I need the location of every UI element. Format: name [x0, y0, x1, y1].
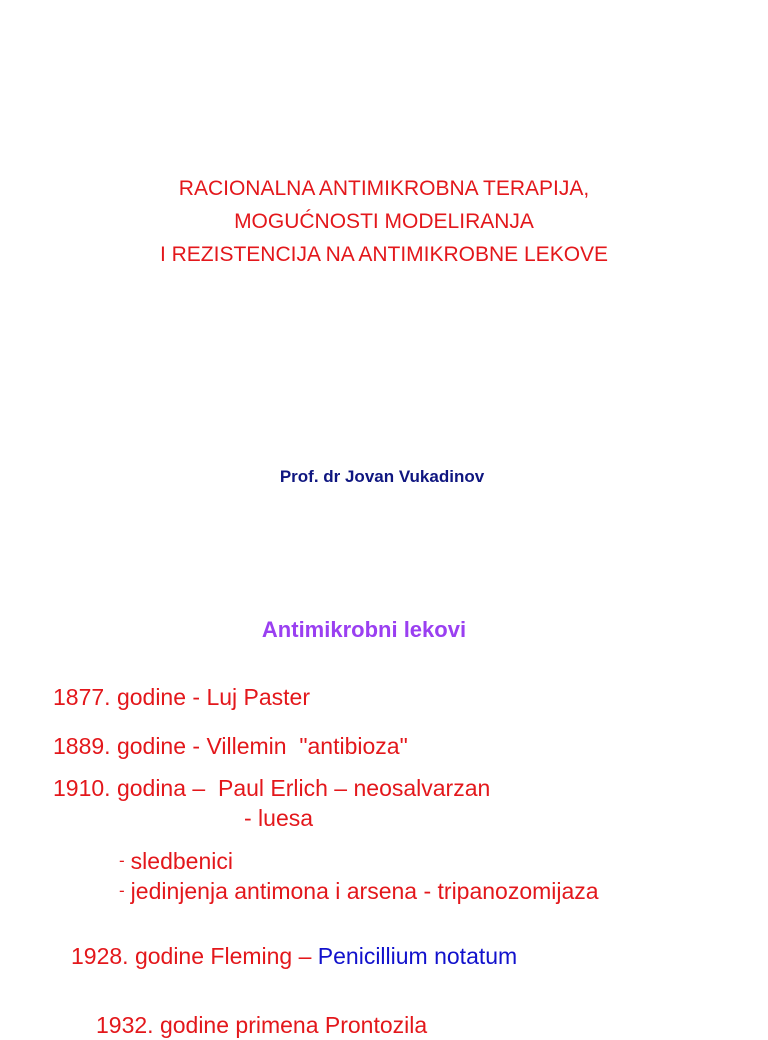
timeline-item-1928-text: 1928. godine Fleming – — [71, 943, 318, 969]
bullet-item-2-text: jedinjenja antimona i arsena - tripanozomijaza — [130, 878, 599, 904]
timeline-item-1910: 1910. godina – Paul Erlich – neosalvarzan — [53, 775, 491, 801]
timeline-item-1877: 1877. godine - Luj Paster — [53, 684, 311, 710]
timeline-item-1932-partial: 1932. godine primena Prontozila — [96, 1012, 428, 1038]
bullet-marker: - — [119, 851, 125, 870]
bullet-item-1 — [119, 846, 233, 876]
timeline-item-1928-highlight: Penicillium notatum — [317, 943, 518, 969]
timeline-item-1910-sub: - luesa — [244, 805, 314, 831]
timeline-item-1889: 1889. godine - Villemin "antibioza" — [53, 733, 408, 759]
bullet-item-1-text: sledbenici — [130, 848, 233, 874]
title-line-2: MOGUĆNOSTI MODELIRANJA — [234, 210, 534, 233]
document-title — [0, 172, 768, 271]
bullet-marker: - — [119, 881, 125, 900]
section-heading: Antimikrobni lekovi — [261, 617, 467, 642]
timeline-item-1928 — [71, 941, 517, 971]
author-name: Prof. dr Jovan Vukadinov — [279, 467, 485, 486]
title-line-1: RACIONALNA ANTIMIKROBNA TERAPIJA, — [178, 177, 590, 200]
title-line-3: I REZISTENCIJA NA ANTIMIKROBNE LEKOVE — [159, 243, 609, 266]
bullet-item-2 — [119, 876, 599, 906]
